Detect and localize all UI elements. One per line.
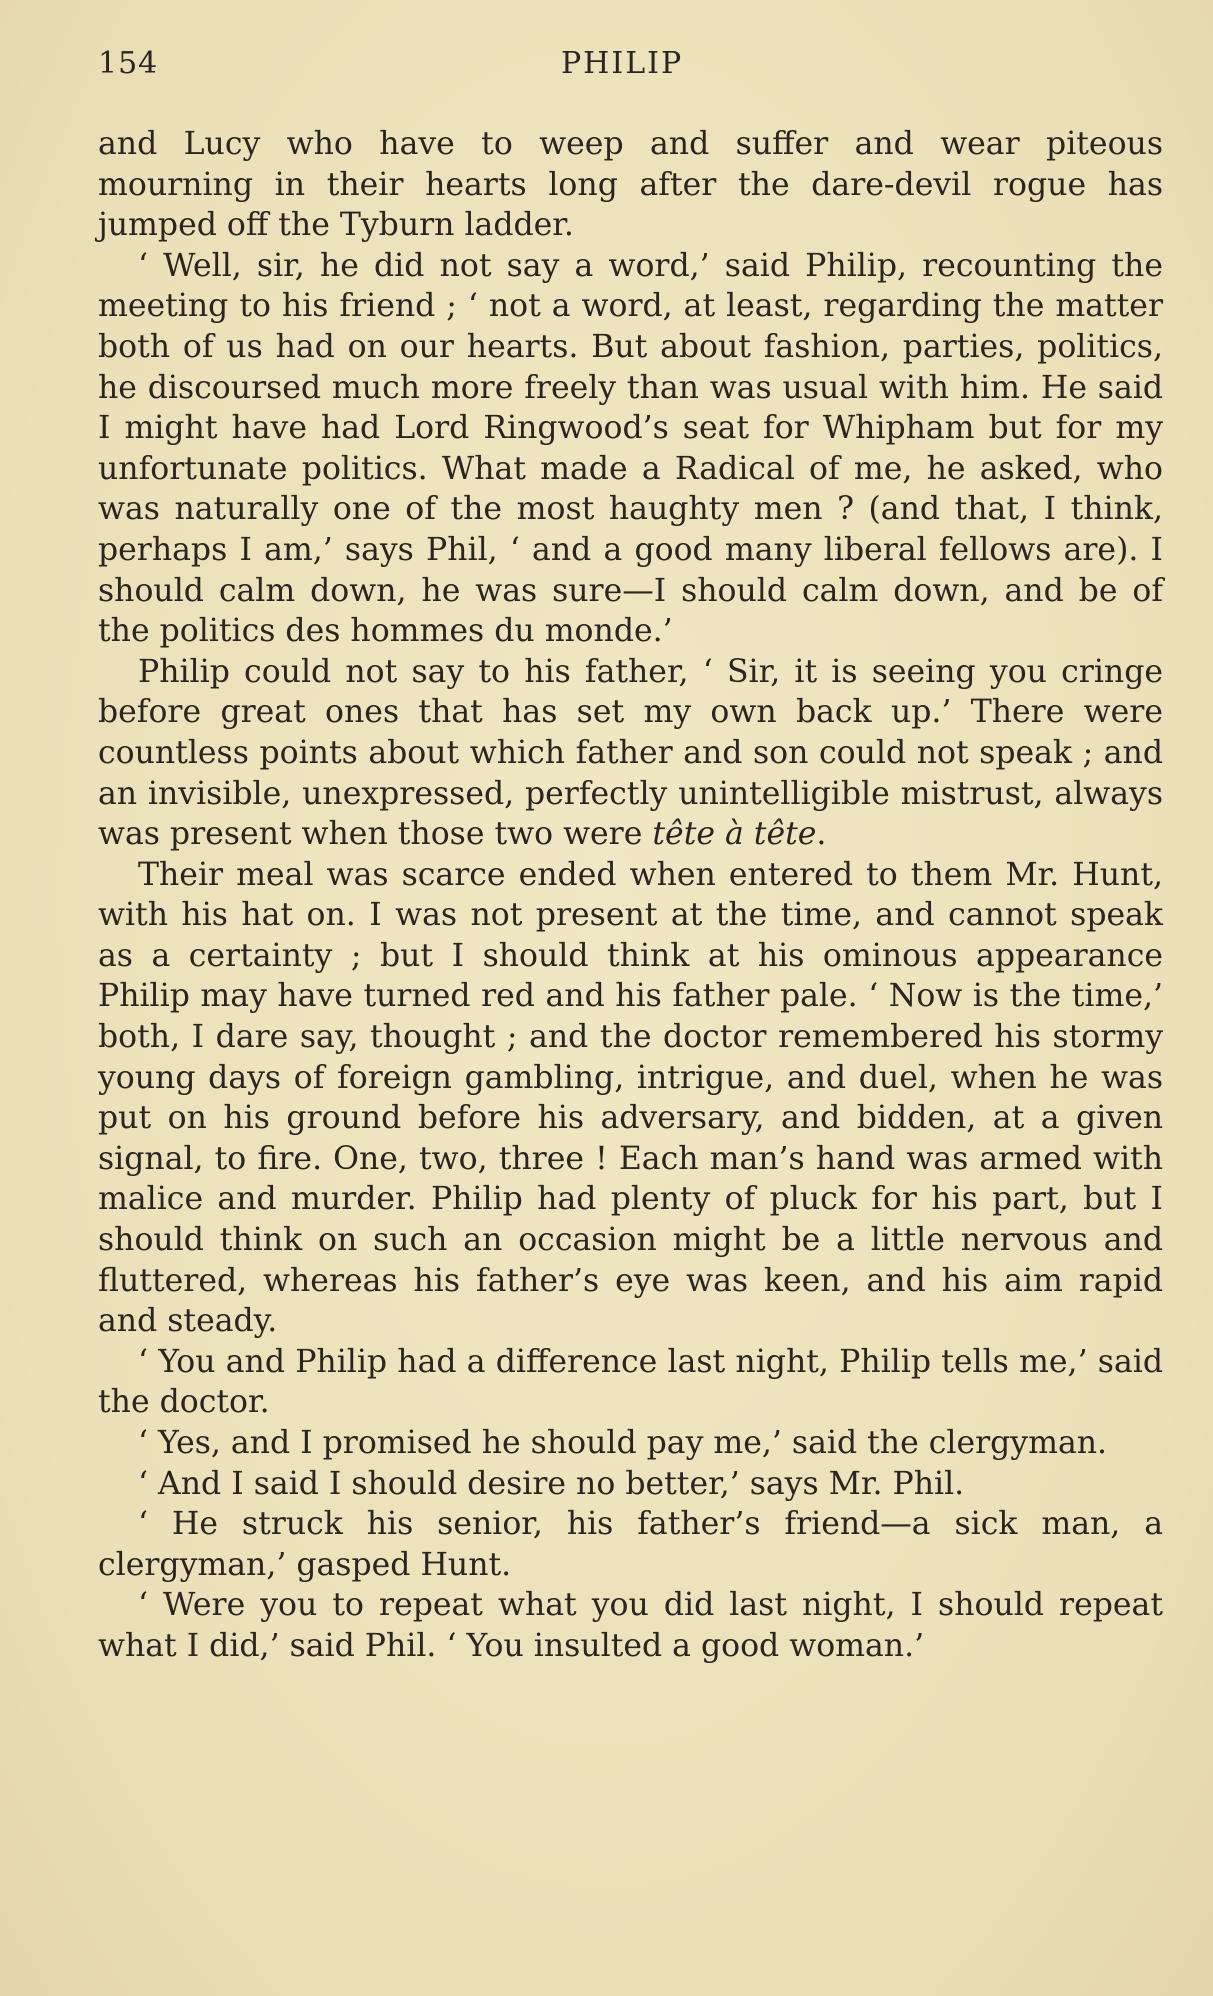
paragraph-2: ‘ Well, sir, he did not say a word,’ said Philip, recounting the meeting to his friend ; ‘ not a word, at least, regarding the matter both of us had on our hearts. But about fashion, parties, politics, he discoursed much more freely than was usual with him. He said I might have had Lord Ringwood’s seat for Whipham but for my unfortunate politics. What made a Radical of me, he asked, who was naturally one of the most haughty men ? (and that, I think, perhaps I am,’ says Phil, ‘ and a good many liberal fellows are). I should calm down, he was sure—I should calm down, and be of the politics des hommes du monde.’ xyxy=(98,247,1163,650)
paragraph-5: ‘ You and Philip had a difference last night, Philip tells me,’ said the doctor. xyxy=(98,1343,1163,1421)
paragraph-3-text: Philip could not say to his father, ‘ Sir, it is seeing you cringe before great ones that has set my own back up.’ There were countless points about which father and son could not speak ; and an invisible, unexpressed, perfectly unintelligible mistrust, always was present when those two were xyxy=(98,653,1163,853)
paragraph-6: ‘ Yes, and I promised he should pay me,’ said the clergyman. xyxy=(138,1425,1108,1461)
paragraph-1: and Lucy who have to weep and suffer and wear piteous mourning in their hearts long after the dare-devil rogue has jumped off the Tyburn ladder. xyxy=(98,126,1163,244)
paragraph-3-end: . xyxy=(816,816,827,853)
running-head xyxy=(98,46,1163,92)
paragraph-9: ‘ Were you to repeat what you did last night, I should repeat what I did,’ said Phil. ‘ You insulted a good woman.’ xyxy=(98,1587,1163,1664)
body-text xyxy=(98,124,1163,1667)
running-title: PHILIP xyxy=(561,46,684,81)
paragraph-8: ‘ He struck his senior, his father’s friend—a sick man, a clergyman,’ gasped Hunt. xyxy=(98,1506,1163,1583)
italic-phrase: tête à tête xyxy=(652,816,817,853)
paragraph-7: ‘ And I said I should desire no better,’ says Mr. Phil. xyxy=(138,1465,965,1502)
page-number: 154 xyxy=(98,46,159,81)
paragraph-3 xyxy=(98,652,1163,855)
paragraph-4: Their meal was scarce ended when entered to them Mr. Hunt, with his hat on. I was not present at the time, and cannot speak as a certainty ; but I should think at his ominous appearance Philip may have turned red and his father pale. ‘ Now is the time,’ both, I dare say, thought ; and the doctor remembered his stormy young days of foreign gambling, intrigue, and duel, when he was put on his ground before his adversary, and bidden, at a given signal, to fire. One, two, three ! Each man’s hand was armed with malice and murder. Philip had plenty of pluck for his part, but I should think on such an occasion might be a little nervous and fluttered, whereas his father’s eye was keen, and his aim rapid and steady. xyxy=(98,856,1163,1340)
